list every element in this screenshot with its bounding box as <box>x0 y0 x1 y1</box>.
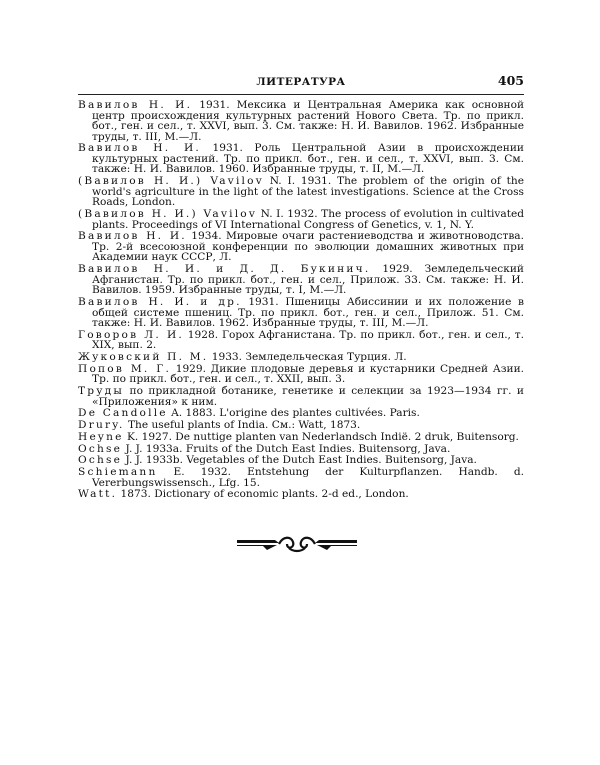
reference-text: 1873. Dictionary of economic plants. 2-d ed., London. <box>117 488 409 501</box>
reference-entry <box>78 352 524 363</box>
reference-author: Watt. <box>78 488 118 501</box>
reference-text: J. J. 1933a. Fruits of the Dutch East Indies. Buitensorg, Java. <box>122 442 451 455</box>
reference-entry <box>78 432 524 443</box>
reference-author: Попов М. Г. <box>78 362 172 375</box>
reference-author: Жуковский П. М. <box>78 351 209 364</box>
reference-text: 1931. Роль Центральной Азии в происхождении культурных растений. Тр. по прикл. бот., ген. и сел., т. XXVI, вып. 3. См. также: Н. И. Вавилов. 1960. Избранные труды, т. II, М.—Л. <box>92 142 524 176</box>
page-header <box>78 72 524 95</box>
reference-text: 1929. Дикие плодовые деревья и кустарники Средней Азии. Тр. по прикл. бот., ген. и сел., т. XXII, вып. 3. <box>92 362 524 386</box>
reference-author: Heyne <box>78 430 124 443</box>
ornament-divider-icon <box>237 532 357 554</box>
reference-list <box>78 100 524 501</box>
running-title: ЛИТЕРАТУРА <box>256 76 346 88</box>
reference-entry <box>78 408 524 419</box>
reference-author: Schiemann <box>78 466 158 479</box>
reference-author: Труды <box>78 385 125 398</box>
reference-text: The useful plants of India. См.: Watt, 1873. <box>124 419 361 432</box>
reference-text: J. J. 1933b. Vegetables of the Dutch East Indies. Buitensorg, Java. <box>122 454 477 467</box>
reference-author: (Вавилов Н. И.) Vavilov <box>78 175 264 188</box>
reference-text: 1934. Мировые очаги растениеводства и животноводства. Тр. 2-й всесоюзной конференции по эволюции домашних животных при Академии наук СССР, Л. <box>92 230 524 264</box>
reference-text: E. 1932. Entstehung der Kulturpflanzen. Handb. d. Vererbungswissensch., Lfg. 15. <box>92 466 524 489</box>
reference-text: 1931. Пшеницы Абиссинии и их положение в общей системе пшениц. Тр. по прикл. бот., ген. и сел., Прилож. 51. См. также: Н. И. Вавилов. 1962. Избранные труды, т. III, М.—Л. <box>92 295 524 330</box>
reference-author: Вавилов Н. И. <box>78 230 187 243</box>
reference-author: De Candolle <box>78 407 168 420</box>
reference-text: A. 1883. L'origine des plantes cultivées. Paris. <box>167 407 420 420</box>
reference-entry <box>78 209 524 230</box>
page-number: 405 <box>497 73 524 88</box>
reference-text: 1931. Мексика и Центральная Америка как основной центр происхождения культурных растений Нового Света. Тр. по прикл. бот., ген. и сел., т. XXVI, вып. 3. См. также: Н. И. Вавилов. 1962. Избранные труды, т. III, М.—Л. <box>92 99 525 143</box>
reference-text: 1933. Земледельческая Турция. Л. <box>208 351 407 364</box>
reference-entry <box>78 143 524 175</box>
reference-author: Drury. <box>78 419 125 432</box>
reference-text: N. I. 1931. The problem of the origin of the world's agriculture in the light of the latest investigations. Science at the Cross Roads, London. <box>92 175 525 209</box>
reference-text: N. I. 1932. The process of evolution in cultivated plants. Proceedings of VI International Congress of Genetics, v. 1, N. Y. <box>92 208 525 231</box>
reference-entry <box>78 176 524 208</box>
reference-entry <box>78 297 524 329</box>
reference-author: Вавилов Н. И. <box>78 99 193 111</box>
reference-author: Вавилов Н. И. <box>78 142 201 155</box>
reference-author: Говоров Л. И. <box>78 328 184 341</box>
reference-entry <box>78 330 524 351</box>
reference-entry <box>78 264 524 296</box>
reference-text: по прикладной ботанике, генетике и селекции за 1923—1934 гг. и «Приложения» к ним. <box>92 385 524 408</box>
reference-text: 1929. Земледельческий Афганистан. Тр. по прикл. бот., ген. и сел., Прилож. 33. См. также: Н. И. Вавилов. 1959. Избранные труды, т. I, М.—Л. <box>92 263 524 297</box>
reference-author: Ochse <box>78 442 123 455</box>
reference-entry <box>78 455 524 466</box>
reference-author: (Вавилов Н. И.) Vavilov <box>78 208 258 221</box>
reference-text: K. 1927. De nuttige planten van Nederlandsch Indië. 2 druk, Buitensorg. <box>123 430 519 443</box>
reference-text: 1928. Горох Афганистана. Тр. по прикл. бот., ген. и сел., т. XIX, вып. 2. <box>92 328 524 352</box>
reference-entry <box>78 467 524 488</box>
reference-author: Вавилов Н. И. и др. <box>78 295 242 308</box>
reference-entry <box>78 444 524 455</box>
reference-entry <box>78 420 524 431</box>
reference-author: Вавилов Н. И. и Д. Д. Букинич. <box>78 263 371 276</box>
reference-author: Ochse <box>78 454 123 467</box>
reference-entry <box>78 364 524 385</box>
reference-entry <box>78 489 524 500</box>
reference-entry <box>78 100 524 142</box>
reference-entry <box>78 231 524 263</box>
reference-entry <box>78 386 524 407</box>
